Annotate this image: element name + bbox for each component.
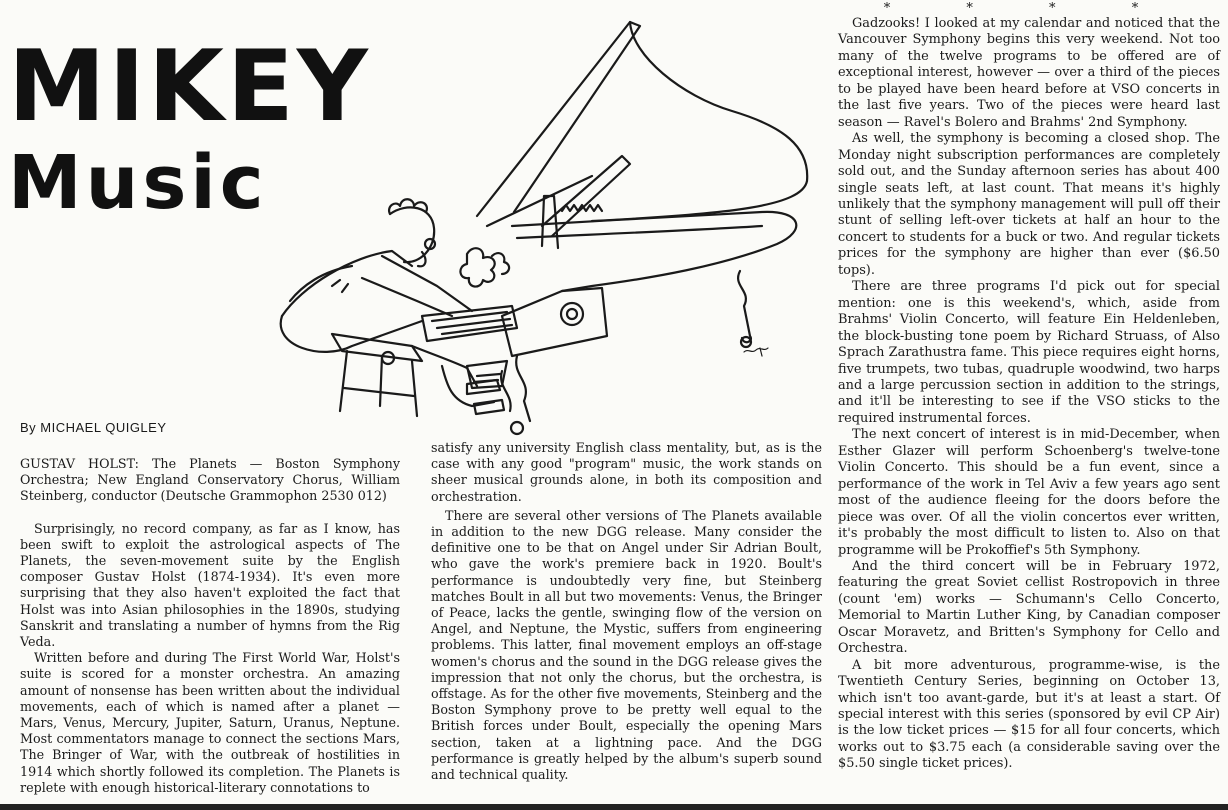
piano-caricature-illustration <box>262 16 818 444</box>
headline-line-1: MIKEY <box>8 30 371 144</box>
right-paragraph-6: A bit more adventurous, programme-wise, is the Twentieth Century Series, beginning on October 13, which isn't too avant-garde, but it's at least a start. Of special interest with this series (sponsored by evil CP Air) is the low ticket prices — $15 for all four concerts, which works out to $3.75 each (a considerable saving over the $5.50 single ticket prices). <box>838 657 1220 772</box>
right-paragraph-2: As well, the symphony is becoming a closed shop. The Monday night subscription performances are completely sold out, and the Sunday afternoon series has about 400 single seats left, at last count. That means it's highly unlikely that the symphony management will pull off their stunt of selling left-over tickets at half an hour to the concert to students for a buck or two. And regular tickets prices for the symphony are higher than ever ($6.50 tops). <box>838 131 1220 278</box>
article-column-left <box>20 456 400 796</box>
bottom-rule <box>0 804 1228 810</box>
right-paragraph-3: There are three programs I'd pick out for special mention: one is this weekend's, which, aside from Brahms' Violin Concerto, will feature Ein Heldenleben, the block-busting tone poem by Richard Struass, of Also Sprach Zarathustra fame. This piece requires eight horns, five trumpets, two tubas, quadruple woodwind, two harps and a large percussion section in addition to the strings, and it'll be interesting to see if the VSO sticks to the required instrumental forces. <box>838 279 1220 426</box>
article-column-middle <box>431 440 822 783</box>
review-header: GUSTAV HOLST: The Planets — Boston Symphony Orchestra; New England Conservatory Chorus, William Steinberg, conductor (Deutsche Grammophon 2530 012) <box>20 456 400 504</box>
byline: By MICHAEL QUIGLEY <box>20 420 167 435</box>
headline-line-2: Music <box>8 140 268 226</box>
right-paragraph-1: Gadzooks! I looked at my calendar and noticed that the Vancouver Symphony begins this very weekend. Not too many of the twelve programs to be offered are of exceptional interest, however — over a third of the pieces to be played have been heard before at VSO concerts in the last five years. Two of the pieces were heard last season — Ravel's Bolero and Brahms' 2nd Symphony. <box>838 16 1220 130</box>
left-paragraph-1: Surprisingly, no record company, as far as I know, has been swift to exploit the astrological aspects of The Planets, the seven-movement suite by the English composer Gustav Holst (1874-1934). It's even more surprising that they also haven't exploited the fact that Holst was into Asian philosophies in the 1890s, studying Sanskrit and translating a number of hymns from the Rig Veda. <box>20 520 400 650</box>
middle-paragraph-1: satisfy any university English class mentality, but, as is the case with any good "program" music, the work stands on sheer musical grounds alone, in both its composition and orchestration. <box>431 440 822 504</box>
article-column-right <box>838 2 1220 773</box>
right-paragraph-5: And the third concert will be in February 1972, featuring the great Soviet cellist Rostropovich in three (count 'em) works — Schumann's Cello Concerto, Memorial to Martin Luther King, by Canadian composer Oscar Moravetz, and Britten's Symphony for Cello and Orchestra. <box>838 558 1220 657</box>
section-separator-stars: * * * * <box>883 1 1175 16</box>
right-paragraph-4: The next concert of interest is in mid-December, when Esther Glazer will perform Schoenberg's twelve-tone Violin Concerto. This should be a fun event, since a performance of the work in Tel Aviv a few years ago sent most of the audience fleeing for the doors before the piece was over. Of all the violin concertos ever written, it's probably the most difficult to listen to. Also on that programme will be Prokoffief's 5th Symphony. <box>838 427 1220 558</box>
left-paragraph-2: Written before and during The First World War, Holst's suite is scored for a monster orchestra. An amazing amount of nonsense has been written about the individual movements, each of which is named after a planet — Mars, Venus, Mercury, Jupiter, Saturn, Uranus, Neptune. Most commentators manage to connect the sections Mars, The Bringer of War, with the outbreak of hostilities in 1914 which shortly followed its completion. The Planets is replete with enough historical-literary connotations to <box>20 650 400 795</box>
middle-paragraph-2: There are several other versions of The Planets available in addition to the new DGG release. Many consider the definitive one to be that on Angel under Sir Adrian Boult, who gave the work's premiere back in 1920. Boult's performance is undoubtedly very fine, but Steinberg matches Boult in all but two movements: Venus, the Bringer of Peace, lacks the gentle, swinging flow of the version on Angel, and Neptune, the Mystic, suffers from engineering problems. This latter, final movement employs an off-stage women's chorus and the sound in the DGG release gives the impression that not only the chorus, but the orchestra, is offstage. As for the other five movements, Steinberg and the Boston Symphony prove to be pretty well equal to the British forces under Boult, especially the opening Mars section, taken at a lightning pace. And the DGG performance is greatly helped by the album's superb sound and technical quality. <box>431 507 822 783</box>
